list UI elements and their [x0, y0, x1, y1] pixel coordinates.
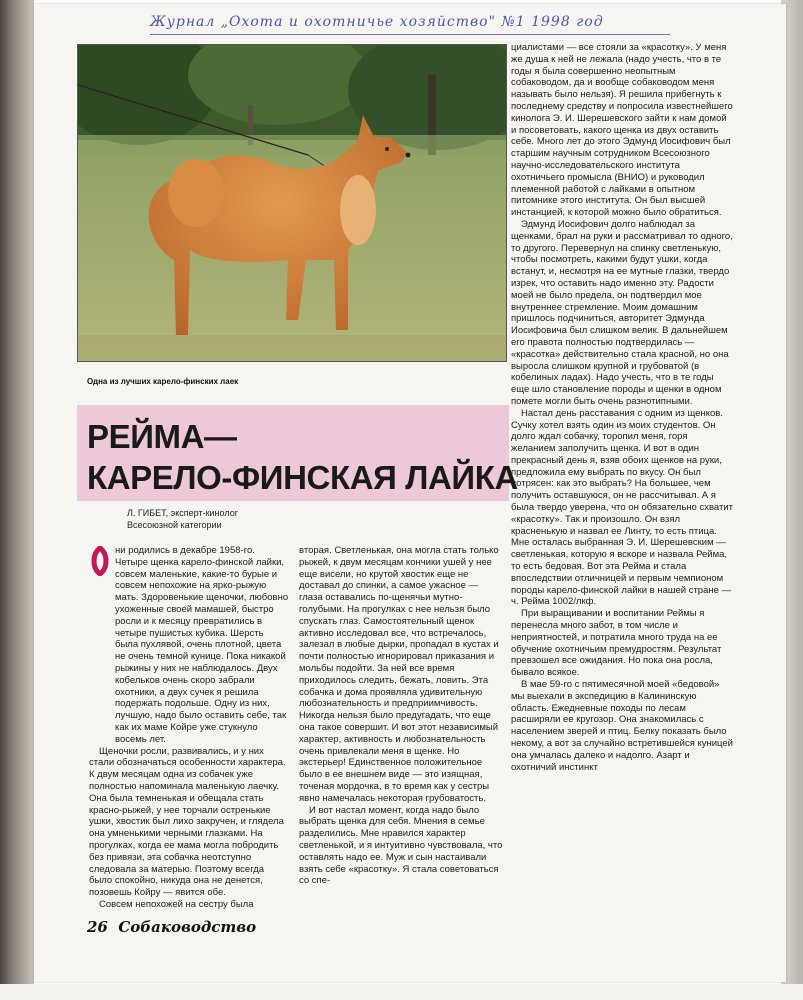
article-column-3 — [511, 42, 733, 773]
author-name: Л. ГИБЕТ, эксперт-кинолог — [127, 508, 238, 518]
scan-binding-edge — [0, 0, 34, 1000]
dog-photo — [77, 44, 507, 362]
magazine-page — [34, 4, 786, 982]
paragraph: Совсем непохожей на сестру была — [99, 898, 254, 910]
byline — [127, 507, 238, 531]
page-footer — [87, 918, 256, 936]
paragraph: вторая. Светленькая, она могла стать только рыжей, к двум месяцам кончики ушей у нее еще висели, но крутой хвостик еще не доставал до спинки, а самое ужасное — глаза оставались по-щенячьи мутно-голубыми. На прогулках с нее нельзя было спускать глаз. Самостоятельный щенок активно исследовал все, что встречалось, залезал в любые дырки, пропадал в кустах и почти полностью игнорировал приказания и мольбы подойти. За ней все время приходилось следить, бежать, ловить. Эта собачка и дома проявляла удивительную любознательность и предприимчивость. Никогда нельзя было предугадать, что еще она такое совершит. И вот этот независимый характер, активность и любознательность очень привлекали меня в щенке. Но экстерьер! Единственное положительное было в ее внешнем виде — это изящная, точеная мордочка, в то время как у сестры явно намечалась некоторая грубоватость. — [299, 545, 499, 804]
article-title — [87, 416, 518, 498]
photo-caption: Одна из лучших карело-финских лаек — [87, 377, 239, 386]
paragraph: циалистами — все стояли за «красотку». У меня же душа к ней не лежала (надо учесть, что в те годы я была совершенно неопытным собаководом, да и вообще собаководом меня называть было нельзя). Я решила прибегнуть к последнему средству и попросила известнейшего кинолога Э. И. Шерешевского зайти к нам домой и посоветовать, какого щенка из двух оставить себе. Много лет до этого Эдмунд Иосифович был старшим научным сотрудником Всесоюзного научно-исследовательского института охотничьего промысла (ВНИО) и руководил племенной работой с лайками в опытном питомнике этого института. Он был высшей инстанцией, к которой можно было обратиться. — [511, 42, 733, 219]
section-name: Собаководство — [118, 918, 257, 936]
paragraph: Щеночки росли, развивались, и у них стали обозначаться особенности характера. К двум месяцам одна из собачек уже полностью напоминала маленькую лаечку. Она была темненькая и обещала стать красно-рыжей, у нее торчали остренькие ушки, хвостик был лихо закручен, и глядела она умненькими черными глазками. На прогулках, когда ее мама могла побродить без привязи, эта собачка неотступно следовала за матерью. Поэтому всегда было спокойно, никуда она не денется, позовешь Койру — явится обе. — [89, 745, 286, 899]
paragraph: При выращивании и воспитании Реймы я перенесла много забот, в том числе и неприятностей, и потратила много труда на ее обучение охотничьим премудростям. Результат превзошел все ожидания. Но пока она росла, бывало всякое. — [511, 608, 722, 679]
title-line-2: КАРЕЛО-ФИНСКАЯ ЛАЙКА — [87, 459, 518, 496]
scan-bottom-edge — [0, 984, 803, 1000]
handwritten-note: Журнал „Охота и охотничье хозяйство" №1 1998 год — [150, 14, 604, 30]
paragraph: В мае 59-го с пятимесячной моей «бедовой» мы выехали в экспедицию в Калининскую область. Ежедневные походы по лесам расширяли ее кругозор. Она знакомилась с населением зверей и птиц. Белку показать было некому, а вот за случайно встретившейся куницей она умчалась далеко и надолго. Азарт и охотничий инстинкт — [511, 679, 733, 773]
dog-photo-image — [78, 45, 506, 361]
paragraph: Эдмунд Иосифович долго наблюдал за щенками, брал на руки и рассматривал то одного, то другого. Перевернул на спинку светленькую, чтобы посмотреть, какими будут ушки, когда встанут, и, несмотря на ее мутные глазки, твердо изрек, что оставить надо именно эту. Радости моей не было предела, он подтвердил мое внутреннее стремление. Моим домашним пришлось подчиниться, авторитет Эдмунда Иосифовича был слишком велик. В дальнейшем его правота полностью подтвердилась — «красотка» действительно стала красной, но она выросла слишком крупной и грубоватой (в кобелиных ладах). Надо учесть, что в те годы еще шло становление породы и щенки в одном помете могли быть очень разнотипными. — [511, 218, 733, 407]
author-title: Всесоюзной категории — [127, 520, 222, 530]
handwritten-underline — [150, 34, 670, 35]
paragraph: И вот настал момент, когда надо было выбрать щенка для себя. Мнения в семье разделились. Мне нравился характер светленькой, и я интуитивно чувствовала, что оставлять надо ее. Муж и сын настаивали взять себе «красотку». Я стала советоваться со спе- — [299, 804, 503, 887]
article-column-1 — [89, 545, 289, 911]
paragraph: ни родились в декабре 1958-го. Четыре щенка карело-финской лайки, совсем маленькие, какие-то бурые и совсем непохожие на ярко-рыжую мать. Здоровенькие щеночки, любовно ухоженные своей мамашей, быстро росли и к месяцу превратились в четыре пушистых кубика. Шерсть была пухлявой, очень плотной, цвета не очень темной кунице. Пока никакой рыжины у них не наблюдалось. Двух кобельков очень скоро забрали охотники, а двух сучек я решила подержать подольше. Одну из них, лучшую, надо было оставить себе, так как их маме Койре уже стукнуло восемь лет. — [115, 545, 289, 745]
article-column-2 — [299, 545, 504, 887]
paragraph: Настал день расставания с одним из щенков. Сучку хотел взять один из моих студентов. Он долго ждал собачку, торопил меня, горя желанием заполучить щенка. И вот в один прекрасный день я, взяв обоих щенков на руки, предложила ему выбрать по вкусу. Он был потрясен: как это выбрать? На большее, чем получить оставшуюся, он не рассчитывал. А я была твердо уверена, что он обязательно схватит «красотку». Так и произошло. Он взял красненькую и назвал ее Линту, то есть птица. Мне осталась выбранная Э. И. Шерешевским — светленькая, которую я вскоре и назвала Рейма, то есть бедовая. Вот эта Рейма и стала впоследствии отличницей и первым чемпионом породы карело-финской лайки в нашей стране — ч. Рейма 1002/лкф. — [511, 407, 733, 608]
title-line-1: РЕЙМА— — [87, 418, 237, 455]
page-number: 26 — [87, 918, 108, 936]
